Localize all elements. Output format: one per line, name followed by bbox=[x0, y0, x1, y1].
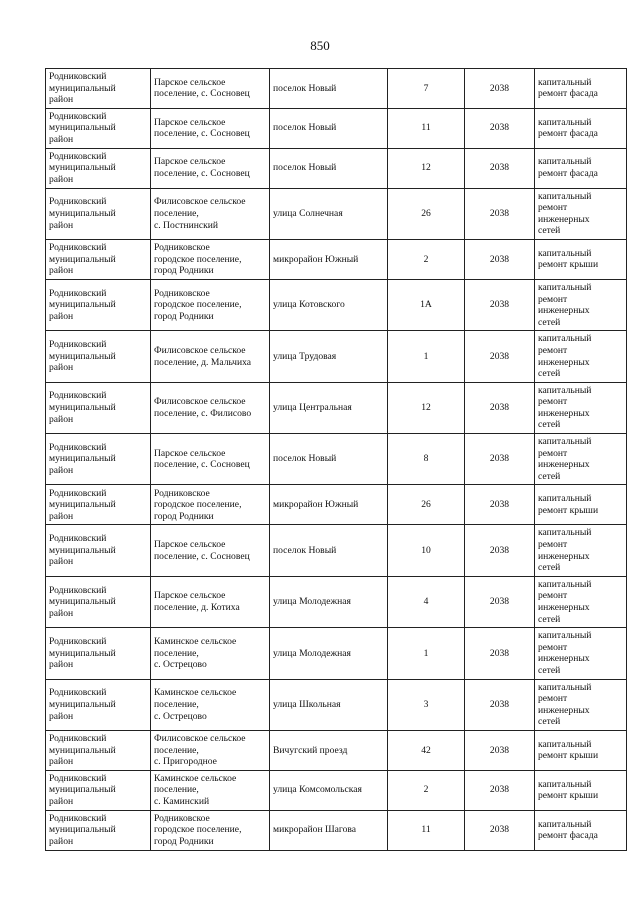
house-number-cell bbox=[388, 331, 465, 382]
house-number-cell bbox=[388, 188, 465, 239]
street-cell-text: Вичугский проезд bbox=[273, 744, 348, 756]
table-row bbox=[46, 485, 627, 525]
year-cell bbox=[465, 434, 535, 485]
district-cell-text: Родниковский муниципальный район bbox=[49, 242, 116, 277]
district-cell-text: Родниковский муниципальный район bbox=[49, 339, 116, 374]
settlement-cell-text: Парское сельское поселение, д. Котиха bbox=[154, 590, 240, 613]
street-cell bbox=[270, 188, 388, 239]
work-type-cell bbox=[535, 108, 627, 148]
settlement-cell-text: Каминское сельское поселение, с. Острецово bbox=[154, 635, 237, 671]
year-cell-text: 2038 bbox=[489, 402, 510, 414]
street-cell-text: улица Солнечная bbox=[273, 207, 343, 219]
settlement-cell-text: Филисовское сельское поселение, д. Мальчиха bbox=[154, 344, 252, 368]
house-number-cell-text: 1 bbox=[423, 647, 429, 659]
settlement-cell bbox=[151, 730, 270, 770]
year-cell-text: 2038 bbox=[489, 698, 510, 710]
settlement-cell bbox=[151, 69, 270, 109]
district-cell-text: Родниковский муниципальный район bbox=[49, 150, 116, 185]
district-cell-text: Родниковский муниципальный район bbox=[49, 441, 116, 477]
street-cell bbox=[270, 730, 388, 770]
house-number-cell-text: 42 bbox=[421, 744, 431, 756]
housing-repair-table bbox=[45, 68, 627, 851]
street-cell bbox=[270, 525, 388, 576]
street-cell bbox=[270, 331, 388, 382]
settlement-cell-text: Родниковское городское поселение, город Родники bbox=[154, 487, 242, 522]
settlement-cell bbox=[151, 148, 270, 188]
house-number-cell bbox=[388, 679, 465, 730]
house-number-cell bbox=[388, 810, 465, 850]
settlement-cell-text: Парское сельское поселение, с. Сосновец bbox=[154, 539, 250, 562]
settlement-cell-text: Филисовское сельское поселение, с. Пригородное bbox=[154, 732, 246, 768]
year-cell bbox=[465, 382, 535, 433]
work-type-cell bbox=[535, 485, 627, 525]
year-cell-text: 2038 bbox=[489, 253, 510, 265]
year-cell-text: 2038 bbox=[489, 744, 510, 756]
work-type-cell-text: капитальный ремонт инженерных сетей bbox=[538, 681, 592, 728]
work-type-cell bbox=[535, 69, 627, 109]
year-cell-text: 2038 bbox=[489, 162, 510, 174]
district-cell bbox=[46, 148, 151, 188]
table-row bbox=[46, 148, 627, 188]
year-cell-text: 2038 bbox=[489, 824, 510, 836]
street-cell bbox=[270, 434, 388, 485]
year-cell bbox=[465, 679, 535, 730]
settlement-cell-text: Родниковское городское поселение, город Родники bbox=[154, 242, 242, 277]
settlement-cell bbox=[151, 628, 270, 679]
house-number-cell-text: 2 bbox=[423, 784, 429, 796]
street-cell-text: микрорайон Южный bbox=[273, 253, 359, 265]
settlement-cell bbox=[151, 810, 270, 850]
settlement-cell bbox=[151, 576, 270, 627]
settlement-cell-text: Филисовское сельское поселение, с. Постнинский bbox=[154, 196, 246, 231]
street-cell-text: улица Школьная bbox=[273, 698, 341, 710]
house-number-cell-text: 1 bbox=[423, 350, 429, 362]
house-number-cell-text: 11 bbox=[421, 824, 431, 836]
house-number-cell-text: 26 bbox=[421, 499, 431, 511]
street-cell bbox=[270, 108, 388, 148]
work-type-cell-text: капитальный ремонт инженерных сетей bbox=[538, 578, 592, 625]
house-number-cell bbox=[388, 382, 465, 433]
work-type-cell bbox=[535, 770, 627, 810]
house-number-cell-text: 11 bbox=[421, 122, 431, 134]
district-cell bbox=[46, 770, 151, 810]
year-cell bbox=[465, 485, 535, 525]
year-cell-text: 2038 bbox=[489, 453, 510, 465]
street-cell-text: поселок Новый bbox=[273, 453, 337, 465]
work-type-cell bbox=[535, 239, 627, 279]
house-number-cell-text: 8 bbox=[423, 453, 429, 465]
district-cell-text: Родниковский муниципальный район bbox=[49, 390, 116, 425]
district-cell bbox=[46, 730, 151, 770]
table-row bbox=[46, 730, 627, 770]
work-type-cell bbox=[535, 382, 627, 433]
district-cell-text: Родниковский муниципальный район bbox=[49, 584, 116, 619]
year-cell-text: 2038 bbox=[489, 647, 510, 659]
district-cell-text: Родниковский муниципальный район bbox=[49, 71, 116, 106]
work-type-cell-text: капитальный ремонт инженерных сетей bbox=[538, 281, 592, 328]
street-cell-text: улица Трудовая bbox=[273, 350, 337, 362]
district-cell-text: Родниковский муниципальный район bbox=[49, 110, 116, 145]
district-cell-text: Родниковский муниципальный район bbox=[49, 732, 116, 768]
year-cell-text: 2038 bbox=[489, 207, 510, 219]
street-cell bbox=[270, 679, 388, 730]
year-cell bbox=[465, 628, 535, 679]
settlement-cell-text: Парское сельское поселение, с. Сосновец bbox=[154, 447, 250, 471]
house-number-cell-text: 26 bbox=[421, 207, 431, 219]
district-cell bbox=[46, 576, 151, 627]
year-cell bbox=[465, 188, 535, 239]
settlement-cell-text: Каминское сельское поселение, с. Каминский bbox=[154, 772, 237, 808]
settlement-cell-text: Парское сельское поселение, с. Сосновец bbox=[154, 76, 250, 100]
street-cell bbox=[270, 69, 388, 109]
street-cell bbox=[270, 576, 388, 627]
district-cell bbox=[46, 628, 151, 679]
street-cell bbox=[270, 239, 388, 279]
district-cell-text: Родниковский муниципальный район bbox=[49, 287, 116, 322]
street-cell bbox=[270, 770, 388, 810]
district-cell bbox=[46, 239, 151, 279]
year-cell bbox=[465, 69, 535, 109]
table-row bbox=[46, 679, 627, 730]
street-cell bbox=[270, 382, 388, 433]
page-number: 850 bbox=[310, 38, 330, 53]
table-row bbox=[46, 331, 627, 382]
work-type-cell-text: капитальный ремонт фасада bbox=[538, 156, 598, 180]
work-type-cell-text: капитальный ремонт фасада bbox=[538, 76, 598, 100]
settlement-cell bbox=[151, 770, 270, 810]
district-cell bbox=[46, 810, 151, 850]
district-cell bbox=[46, 279, 151, 330]
house-number-cell bbox=[388, 69, 465, 109]
year-cell bbox=[465, 525, 535, 576]
year-cell-text: 2038 bbox=[489, 499, 510, 511]
house-number-cell-text: 10 bbox=[421, 544, 431, 556]
table-row bbox=[46, 108, 627, 148]
street-cell bbox=[270, 628, 388, 679]
house-number-cell-text: 1А bbox=[420, 299, 432, 311]
street-cell-text: улица Котовского bbox=[273, 299, 345, 311]
work-type-cell-text: капитальный ремонт инженерных сетей bbox=[538, 630, 592, 676]
work-type-cell bbox=[535, 730, 627, 770]
year-cell bbox=[465, 108, 535, 148]
year-cell bbox=[465, 770, 535, 810]
work-type-cell bbox=[535, 525, 627, 576]
settlement-cell bbox=[151, 382, 270, 433]
work-type-cell bbox=[535, 679, 627, 730]
table-row bbox=[46, 69, 627, 109]
street-cell-text: улица Молодежная bbox=[273, 596, 351, 608]
house-number-cell bbox=[388, 730, 465, 770]
house-number-cell bbox=[388, 108, 465, 148]
street-cell-text: поселок Новый bbox=[273, 82, 337, 94]
settlement-cell bbox=[151, 239, 270, 279]
table-row bbox=[46, 382, 627, 433]
house-number-cell-text: 4 bbox=[423, 596, 429, 608]
district-cell bbox=[46, 485, 151, 525]
house-number-cell bbox=[388, 770, 465, 810]
work-type-cell-text: капитальный ремонт крыши bbox=[538, 493, 599, 516]
work-type-cell bbox=[535, 434, 627, 485]
settlement-cell bbox=[151, 279, 270, 330]
year-cell-text: 2038 bbox=[489, 122, 510, 134]
work-type-cell-text: капитальный ремонт инженерных сетей bbox=[538, 384, 592, 431]
table-row bbox=[46, 279, 627, 330]
settlement-cell-text: Каминское сельское поселение, с. Острецово bbox=[154, 687, 237, 722]
district-cell-text: Родниковский муниципальный район bbox=[49, 772, 116, 808]
work-type-cell bbox=[535, 576, 627, 627]
table-row bbox=[46, 770, 627, 810]
work-type-cell-text: капитальный ремонт крыши bbox=[538, 738, 599, 762]
year-cell-text: 2038 bbox=[489, 299, 510, 311]
district-cell bbox=[46, 679, 151, 730]
district-cell bbox=[46, 382, 151, 433]
district-cell-text: Родниковский муниципальный район bbox=[49, 635, 116, 671]
year-cell bbox=[465, 730, 535, 770]
house-number-cell-text: 3 bbox=[423, 698, 429, 710]
street-cell-text: микрорайон Шагова bbox=[273, 824, 357, 836]
district-cell-text: Родниковский муниципальный район bbox=[49, 687, 116, 722]
settlement-cell bbox=[151, 485, 270, 525]
street-cell-text: поселок Новый bbox=[273, 162, 337, 174]
settlement-cell bbox=[151, 679, 270, 730]
street-cell bbox=[270, 279, 388, 330]
table-row bbox=[46, 239, 627, 279]
year-cell-text: 2038 bbox=[489, 784, 510, 796]
settlement-cell-text: Парское сельское поселение, с. Сосновец bbox=[154, 156, 250, 180]
district-cell-text: Родниковский муниципальный район bbox=[49, 196, 116, 231]
year-cell bbox=[465, 331, 535, 382]
settlement-cell-text: Родниковское городское поселение, город Родники bbox=[154, 812, 242, 847]
house-number-cell-text: 2 bbox=[423, 253, 429, 265]
house-number-cell-text: 12 bbox=[421, 402, 431, 414]
year-cell-text: 2038 bbox=[489, 82, 510, 94]
year-cell bbox=[465, 576, 535, 627]
year-cell bbox=[465, 810, 535, 850]
district-cell-text: Родниковский муниципальный район bbox=[49, 533, 116, 568]
house-number-cell bbox=[388, 434, 465, 485]
street-cell-text: улица Комсомольская bbox=[273, 784, 362, 796]
work-type-cell-text: капитальный ремонт инженерных сетей bbox=[538, 190, 592, 237]
settlement-cell bbox=[151, 525, 270, 576]
work-type-cell-text: капитальный ремонт крыши bbox=[538, 778, 599, 802]
work-type-cell-text: капитальный ремонт крыши bbox=[538, 247, 599, 271]
street-cell-text: микрорайон Южный bbox=[273, 499, 359, 511]
district-cell-text: Родниковский муниципальный район bbox=[49, 487, 116, 522]
year-cell-text: 2038 bbox=[489, 350, 510, 362]
house-number-cell bbox=[388, 628, 465, 679]
settlement-cell bbox=[151, 331, 270, 382]
work-type-cell bbox=[535, 148, 627, 188]
year-cell bbox=[465, 239, 535, 279]
work-type-cell bbox=[535, 188, 627, 239]
table-row bbox=[46, 810, 627, 850]
year-cell-text: 2038 bbox=[489, 544, 510, 556]
house-number-cell bbox=[388, 576, 465, 627]
house-number-cell-text: 12 bbox=[421, 162, 431, 174]
district-cell bbox=[46, 331, 151, 382]
work-type-cell-text: капитальный ремонт фасада bbox=[538, 116, 598, 140]
settlement-cell-text: Филисовское сельское поселение, с. Филисово bbox=[154, 396, 252, 419]
settlement-cell-text: Родниковское городское поселение, город Родники bbox=[154, 287, 242, 322]
table-row bbox=[46, 576, 627, 627]
district-cell bbox=[46, 108, 151, 148]
table-row bbox=[46, 525, 627, 576]
settlement-cell-text: Парское сельское поселение, с. Сосновец bbox=[154, 116, 250, 140]
work-type-cell-text: капитальный ремонт инженерных сетей bbox=[538, 436, 592, 482]
house-number-cell bbox=[388, 279, 465, 330]
work-type-cell-text: капитальный ремонт инженерных сетей bbox=[538, 333, 592, 380]
year-cell-text: 2038 bbox=[489, 596, 510, 608]
house-number-cell-text: 7 bbox=[423, 82, 429, 94]
work-type-cell bbox=[535, 628, 627, 679]
settlement-cell bbox=[151, 434, 270, 485]
district-cell-text: Родниковский муниципальный район bbox=[49, 812, 116, 847]
table-row bbox=[46, 188, 627, 239]
year-cell bbox=[465, 279, 535, 330]
street-cell bbox=[270, 148, 388, 188]
house-number-cell bbox=[388, 148, 465, 188]
year-cell bbox=[465, 148, 535, 188]
work-type-cell bbox=[535, 331, 627, 382]
district-cell bbox=[46, 525, 151, 576]
street-cell-text: улица Молодежная bbox=[273, 647, 351, 659]
work-type-cell-text: капитальный ремонт фасада bbox=[538, 818, 598, 842]
district-cell bbox=[46, 434, 151, 485]
house-number-cell bbox=[388, 525, 465, 576]
table-row bbox=[46, 434, 627, 485]
house-number-cell bbox=[388, 485, 465, 525]
work-type-cell-text: капитальный ремонт инженерных сетей bbox=[538, 527, 592, 574]
work-type-cell bbox=[535, 810, 627, 850]
house-number-cell bbox=[388, 239, 465, 279]
street-cell bbox=[270, 485, 388, 525]
street-cell-text: улица Центральная bbox=[273, 402, 352, 414]
district-cell bbox=[46, 69, 151, 109]
street-cell bbox=[270, 810, 388, 850]
work-type-cell bbox=[535, 279, 627, 330]
table-row bbox=[46, 628, 627, 679]
street-cell-text: поселок Новый bbox=[273, 544, 337, 556]
district-cell bbox=[46, 188, 151, 239]
street-cell-text: поселок Новый bbox=[273, 122, 337, 134]
settlement-cell bbox=[151, 108, 270, 148]
table-body bbox=[46, 69, 627, 851]
settlement-cell bbox=[151, 188, 270, 239]
